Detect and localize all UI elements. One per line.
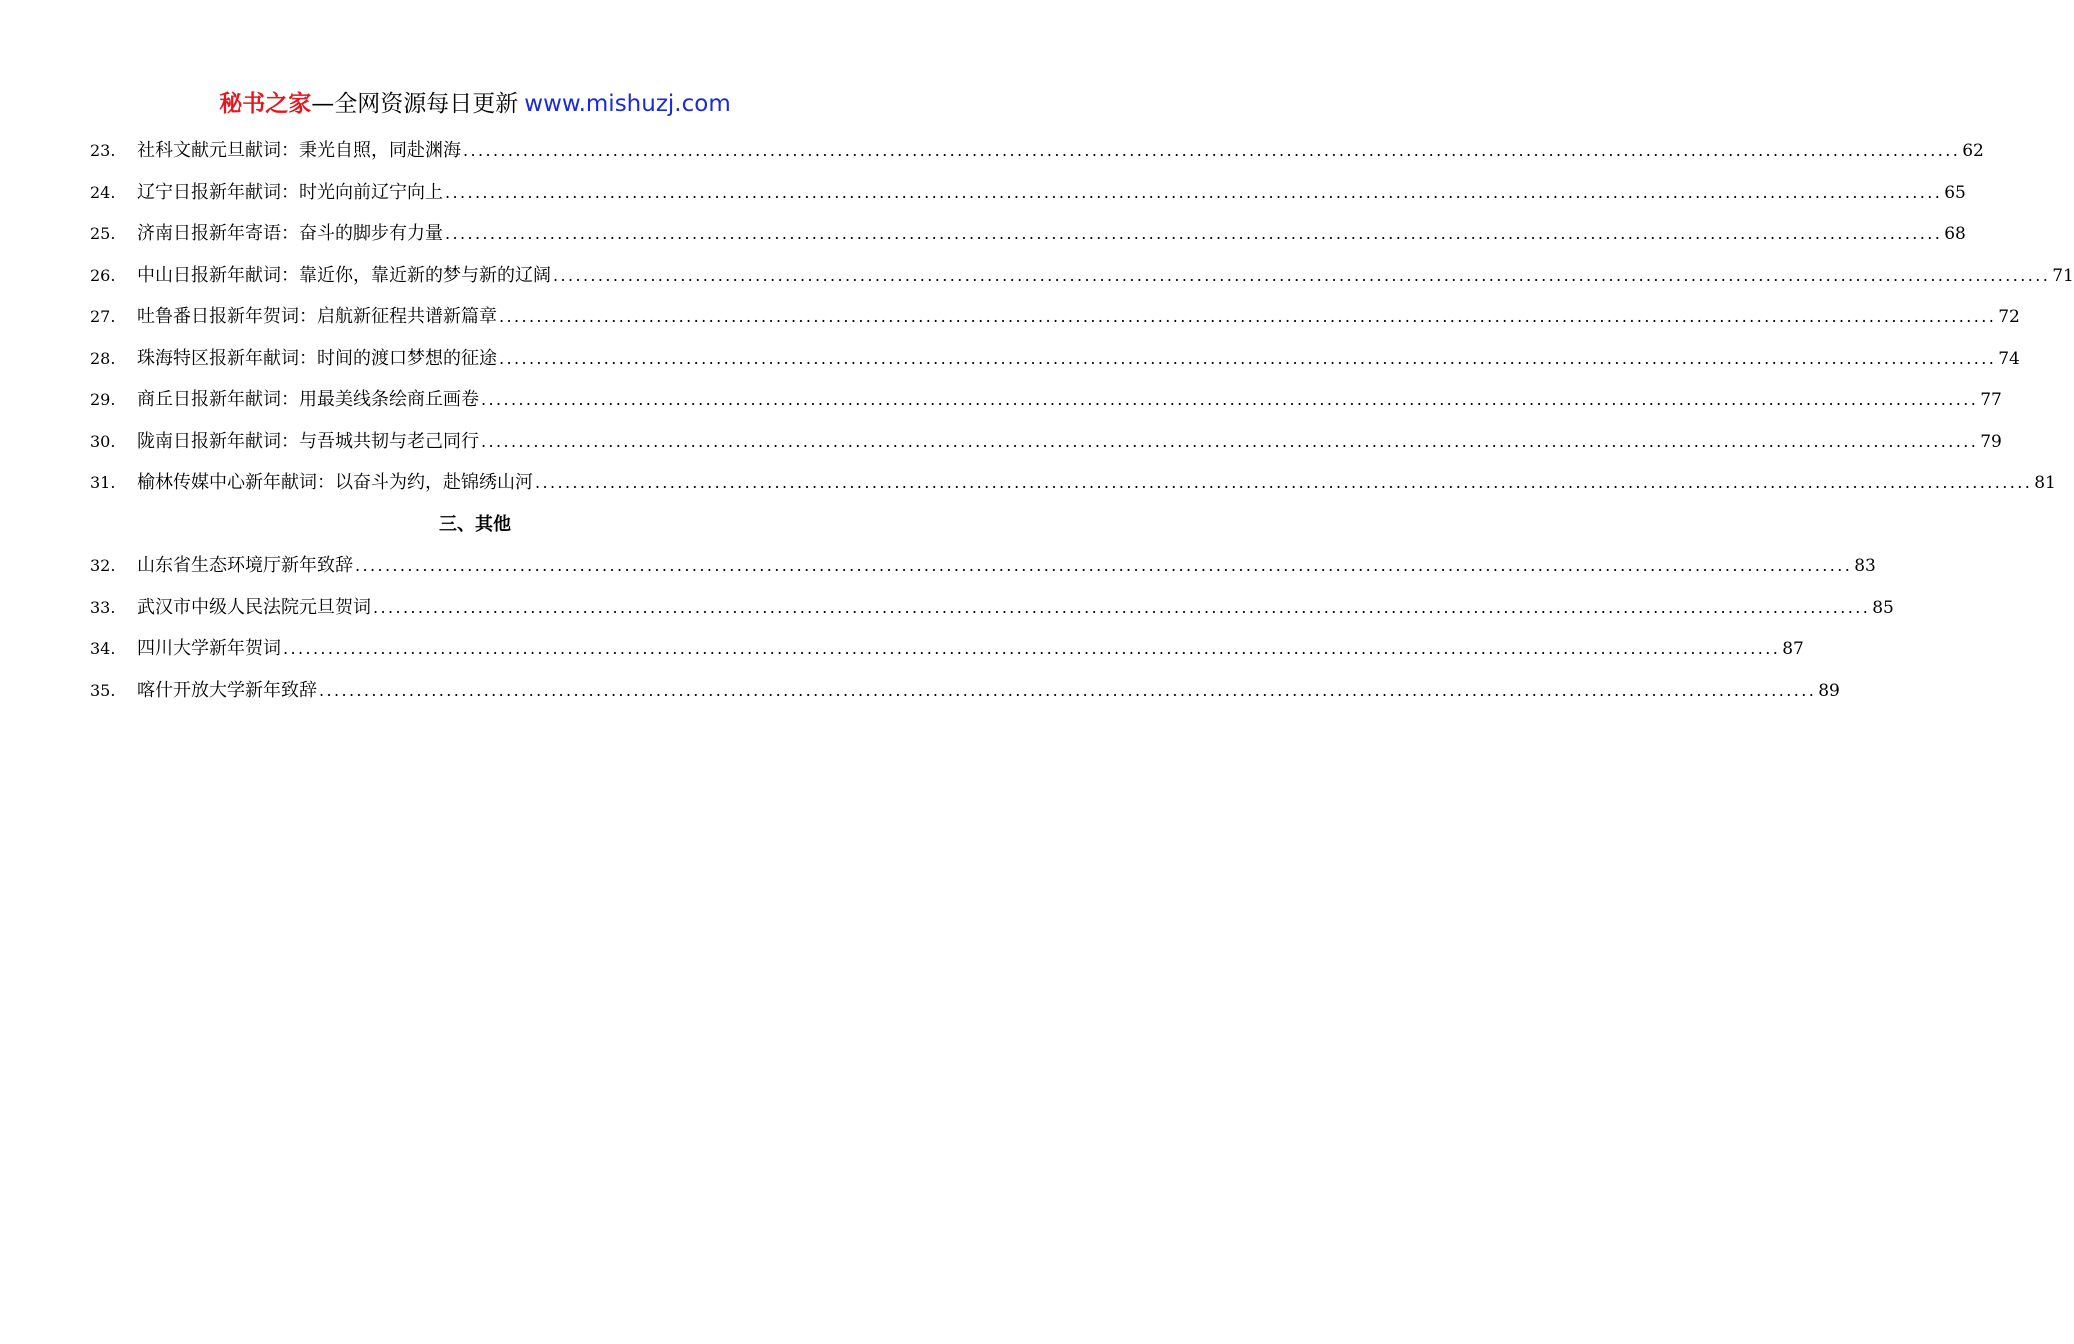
toc-entry-number: 29.: [90, 390, 116, 409]
toc-entry-number: 25.: [90, 224, 116, 243]
toc-entry-number: 26.: [90, 265, 116, 285]
toc-entry-page: 85: [1872, 597, 1894, 618]
toc-entry-number: 34.: [90, 639, 116, 658]
toc-entry-title: 四川大学新年贺词: [137, 638, 281, 659]
toc-entry-page: 72: [1998, 307, 2020, 327]
toc-entry[interactable]: [90, 628, 1804, 670]
toc-entry-page: 77: [1980, 390, 2002, 410]
toc-entry-page: 68: [1944, 224, 1966, 244]
toc-entry-page: 74: [1998, 348, 2020, 369]
toc-entry[interactable]: [90, 379, 2002, 421]
toc-dot-leader: ........................................................................................................................................................................................................: [445, 224, 1943, 243]
toc-entry[interactable]: [90, 462, 2056, 504]
toc-entry-title: 喀什开放大学新年致辞: [137, 679, 317, 701]
toc-entry-title: 陇南日报新年献词：与吾城共韧与老己同行: [137, 430, 479, 452]
toc-entry[interactable]: [90, 255, 2074, 297]
toc-entry-page: 83: [1854, 556, 1876, 576]
toc-list-others: [90, 545, 1894, 711]
toc-entry-title: 榆林传媒中心新年献词：以奋斗为约，赴锦绣山河: [137, 472, 533, 493]
toc-entry-page: 87: [1782, 639, 1804, 659]
toc-entry-number: 33.: [90, 597, 116, 617]
toc-entry-number: 27.: [90, 307, 116, 326]
toc-dot-leader: ........................................................................................................................................................................................................: [553, 265, 2051, 285]
toc-dot-leader: ........................................................................................................................................................................................................: [535, 473, 2033, 492]
table-of-contents: [90, 130, 2074, 711]
toc-list-newspapers: [90, 130, 2074, 504]
toc-entry-title: 商丘日报新年献词：用最美线条绘商丘画卷: [137, 389, 479, 410]
toc-entry-title: 武汉市中级人民法院元旦贺词: [137, 596, 371, 618]
toc-entry-page: 62: [1962, 141, 1984, 161]
site-banner: [0, 88, 950, 120]
toc-entry[interactable]: [90, 670, 1840, 712]
toc-dot-leader: ........................................................................................................................................................................................................: [463, 141, 1961, 160]
toc-entry-page: 89: [1818, 680, 1840, 701]
toc-entry-page: 71: [2052, 265, 2074, 286]
banner-url-link[interactable]: www.mishuzj.com: [524, 91, 731, 117]
toc-entry-title: 珠海特区报新年献词：时间的渡口梦想的征途: [137, 347, 497, 369]
toc-entry[interactable]: [90, 587, 1894, 629]
toc-dot-leader: ........................................................................................................................................................................................................: [481, 431, 1979, 451]
toc-entry-page: 65: [1944, 182, 1966, 203]
toc-entry-title: 吐鲁番日报新年贺词：启航新征程共谱新篇章: [137, 306, 497, 327]
toc-dot-leader: ........................................................................................................................................................................................................: [373, 597, 1871, 617]
toc-dot-leader: ........................................................................................................................................................................................................: [319, 680, 1817, 700]
toc-dot-leader: ........................................................................................................................................................................................................: [283, 639, 1781, 658]
toc-entry-title: 社科文献元旦献词：秉光自照，同赴渊海: [137, 140, 461, 161]
banner-slogan: —全网资源每日更新: [311, 91, 519, 117]
toc-entry-number: 35.: [90, 680, 116, 700]
section-heading: 三、其他: [439, 513, 511, 535]
toc-entry[interactable]: [90, 213, 1966, 255]
toc-entry[interactable]: [90, 421, 2002, 463]
banner-brand: 秘书之家: [219, 91, 312, 117]
toc-entry-number: 30.: [90, 431, 116, 451]
toc-entry-title: 辽宁日报新年献词：时光向前辽宁向上: [137, 181, 443, 203]
toc-entry[interactable]: [90, 338, 2020, 380]
toc-dot-leader: ........................................................................................................................................................................................................: [445, 182, 1943, 202]
toc-entry[interactable]: [90, 296, 2020, 338]
toc-entry-number: 32.: [90, 556, 116, 575]
toc-entry-number: 31.: [90, 473, 116, 492]
toc-dot-leader: ........................................................................................................................................................................................................: [355, 556, 1853, 575]
toc-dot-leader: ........................................................................................................................................................................................................: [499, 307, 1997, 326]
toc-entry-page: 81: [2034, 473, 2056, 493]
toc-entry-title: 山东省生态环境厅新年致辞: [137, 555, 353, 576]
toc-entry-number: 28.: [90, 348, 116, 368]
toc-entry-number: 24.: [90, 182, 116, 202]
toc-entry-page: 79: [1980, 431, 2002, 452]
toc-entry-number: 23.: [90, 141, 116, 160]
toc-entry-title: 中山日报新年献词：靠近你，靠近新的梦与新的辽阔: [137, 264, 551, 286]
toc-entry[interactable]: [90, 545, 1876, 587]
toc-entry-title: 济南日报新年寄语：奋斗的脚步有力量: [137, 223, 443, 244]
toc-dot-leader: ........................................................................................................................................................................................................: [499, 348, 1997, 368]
toc-dot-leader: ........................................................................................................................................................................................................: [481, 390, 1979, 409]
toc-entry[interactable]: [90, 130, 1984, 172]
toc-entry[interactable]: [90, 172, 1966, 214]
